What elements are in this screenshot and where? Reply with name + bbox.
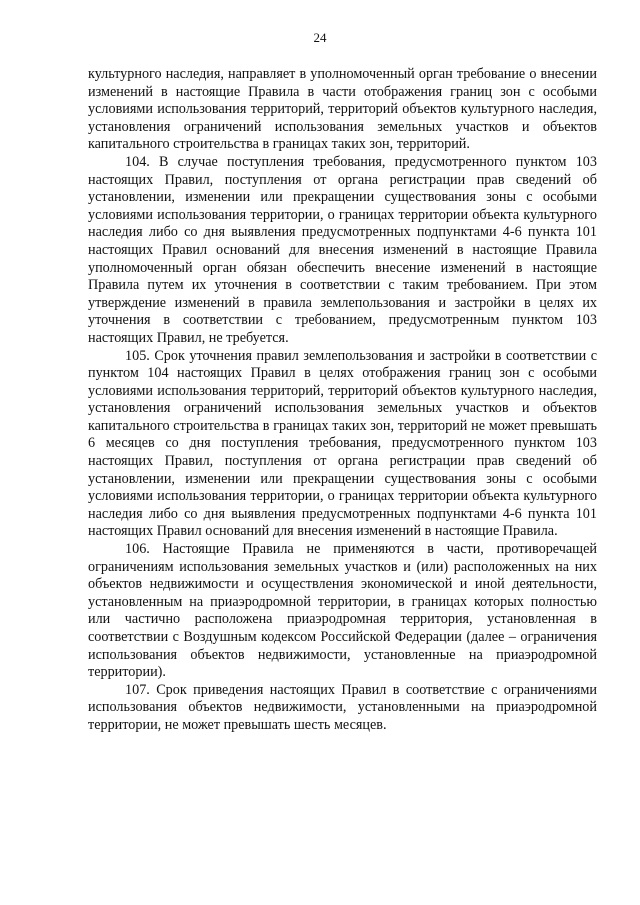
paragraph-continuation: культурного наследия, направляет в уполномоченный орган требование о внесении изменений в настоящие Правила в части отображения границ зон с особыми условиями использования территорий, территорий объектов культурного наследия, установления ограничений использования земельных участков и объектов капитального строительства в границах таких зон, территорий. bbox=[88, 66, 597, 153]
paragraph-105: 105. Срок уточнения правил землепользования и застройки в соответствии с пунктом 104 настоящих Правил в целях отображения границ зон с особыми условиями использования территорий, территорий объектов культурного наследия, установления ограничений использования земельных участков и объектов капитального строительства в границах таких зон, территорий не может превышать 6 месяцев со дня поступления требования, предусмотренного пунктом 103 настоящих Правил, поступления от органа регистрации прав сведений об установлении, изменении или прекращении существования зоны с особыми условиями использования территории, о границах территории объекта культурного наследия либо со дня выявления предусмотренных подпунктами 4-6 пункта 101 настоящих Правил оснований для внесения изменений в настоящие Правила. bbox=[88, 347, 597, 540]
page-number: 24 bbox=[313, 30, 327, 45]
paragraph-106: 106. Настоящие Правила не применяются в части, противоречащей ограничениям использования земельных участков и (или) расположенных на них объектов недвижимости и осуществления экономической и иной деятельности, установленным на приаэродромной территории, в границах которых полностью или частично расположена приаэродромная территория, установленная в соответствии с Воздушным кодексом Российской Федерации (далее – ограничения использования объектов недвижимости, установленные на приаэродромной территории). bbox=[88, 541, 597, 681]
document-body bbox=[88, 66, 597, 735]
paragraph-107: 107. Срок приведения настоящих Правил в соответствие с ограничениями использования объектов недвижимости, установленными на приаэродромной территории, не может превышать шесть месяцев. bbox=[88, 681, 597, 733]
paragraph-104: 104. В случае поступления требования, предусмотренного пунктом 103 настоящих Правил, поступления от органа регистрации прав сведений об установлении, изменении или прекращении существования зоны с особыми условиями использования территории, о границах территории объекта культурного наследия либо со дня выявления предусмотренных подпунктами 4-6 пункта 101 настоящих Правил оснований для внесения изменений в настоящие Правила уполномоченный орган обязан обеспечить внесение изменений в настоящие Правила путем их уточнения в соответствии с таким требованием. При этом утверждение изменений в правила землепользования и застройки в целях их уточнения в соответствии с требованием, предусмотренным пунктом 103 настоящих Правил, не требуется. bbox=[88, 153, 597, 346]
